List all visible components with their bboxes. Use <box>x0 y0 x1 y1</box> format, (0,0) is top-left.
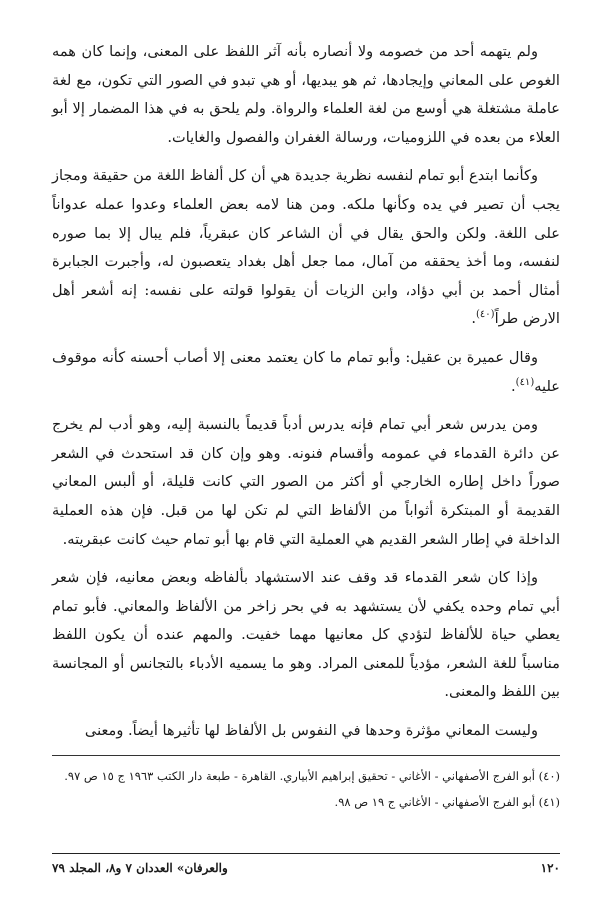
journal-info: والعرفان» العددان ٧ و٨، المجلد ٧٩ <box>52 861 228 875</box>
paragraph-4-text: ومن يدرس شعر أبي تمام فإنه يدرس أدباً قديماً بالنسبة إليه، وهو أدب لم يخرج عن دائرة القدماء في عمومه وأقسام فنونه. وهو وإن كان قد استحدث في الشعر صوراً داخل إطاره الخارجي أو أكثر من الصور التي كانت قليلة، أو ألبس المعاني القديمة أو المبتكرة أثواباً من الألفاظ التي لم تكن لها من قبل. فإن هذه العملية الداخلة في إطار الشعر القديم هي العملية التي قام بها أبو تمام حيث كانت عبقريته. <box>52 416 560 548</box>
paragraph-5-text: وإذا كان شعر القدماء قد وقف عند الاستشهاد بألفاظه وبعض معانيه، فإن شعر أبي تمام وحده يكفي لأن يستشهد به في بحر زاخر من الألفاظ والمعاني. فأبو تمام يعطي حياة للألفاظ لتؤدي كل معانيها مهما خفيت. والمهم عنده أن يكون اللفظ مناسباً للغة الشعر، مؤدياً للمعنى المراد. وهو ما يسميه الأدباء بالتجانس أو المجانسة بين اللفظ والمعنى. <box>52 569 560 701</box>
footnote-ref-41: (٤١) <box>515 376 535 388</box>
footnote-ref-40: (٤٠) <box>476 309 495 321</box>
footnote-divider <box>52 755 560 756</box>
paragraph-1-text: ولم يتهمه أحد من خصومه ولا أنصاره بأنه آثر اللفظ على المعنى، وإنما كان همه الغوص على المعاني وإيجادها، ثم هو يبديها، أو هي تبدو في الصور التي تكون، مع لغة عاملة مشتغلة هي أوسع من لغة العلماء والرواة. ولم يلحق به في هذا المضمار إلا أبو العلاء من بعده في اللزوميات، ورسالة الغفران والفصول والغايات. <box>52 43 560 146</box>
paragraph-1 <box>52 38 560 152</box>
footnotes <box>52 765 560 817</box>
paragraph-2: وكأنما ابتدع أبو تمام لنفسه نظرية جديدة هي أن كل ألفاظ اللغة من حقيقة ومجاز يجب أن تصير في يده وكأنها ملكه. ومن هنا لامه بعض العلماء وعدوا عمله عدواناً على اللغة. ولكن والحق يقال في أن الشاعر كان عبقرياً، فلم يبال إلا بما صوره لنفسه، وما أخذ يحققه من آمال، مما جعل أهل بغداد يتعصبون له، وأجبرت الجبابرة أمثال أحمد بن أبي دؤاد، وابن الزيات أن يقولوا قولته على نفسه: إنه أشعر أهل الارض طراً$^{(٤٠)}$. <box>52 167 560 328</box>
paragraph-3: وقال عميرة بن عقيل: وأبو تمام ما كان يعتمد معنى إلا أصاب أحسنه كأنه موقوف عليه$^{(٤١)}$. <box>52 348 560 395</box>
footer-divider <box>52 853 560 854</box>
document-page <box>52 38 560 878</box>
paragraph-2-text: وكأنما ابتدع أبو تمام لنفسه نظرية جديدة هي أن كل ألفاظ اللغة من حقيقة ومجاز يجب أن تصير في يده وكأنها ملكه. ومن هنا لامه بعض العلماء وعدوا عمله عدواناً على اللغة. ولكن والحق يقال في أن الشاعر كان عبقرياً، فلم يبال إلا بما صوره لنفسه، وما أخذ يحققه من آمال، مما جعل أهل بغداد يتعصبون له، وأجبرت الجبابرة أمثال أحمد بن أبي دؤاد، وابن الزيات أن يقولوا قولته على نفسه: إنه أشعر أهل الارض طراً <box>52 167 560 328</box>
paragraph-3-text: وقال عميرة بن عقيل: وأبو تمام ما كان يعتمد معنى إلا أصاب أحسنه كأنه موقوف عليه <box>52 348 560 395</box>
body-text <box>52 38 560 746</box>
page-footer <box>52 861 560 875</box>
paragraph-6 <box>52 717 560 746</box>
paragraph-5 <box>52 564 560 707</box>
footnote-40: (٤٠) أبو الفرج الأصفهاني - الأغاني - تحقيق إبراهيم الأبياري. القاهرة - طبعة دار الكتب ١٩٦٣ ج ١٥ ص ٩٧. <box>64 769 560 783</box>
page-number: ١٢٠ <box>540 861 560 875</box>
footnote-41: (٤١) أبو الفرج الأصفهاني - الأغاني ج ١٩ ص ٩٨. <box>334 795 560 809</box>
paragraph-6-text: وليست المعاني مؤثرة وحدها في النفوس بل الألفاظ لها تأثيرها أيضاً. ومعنى <box>84 722 538 740</box>
paragraph-4 <box>52 411 560 554</box>
